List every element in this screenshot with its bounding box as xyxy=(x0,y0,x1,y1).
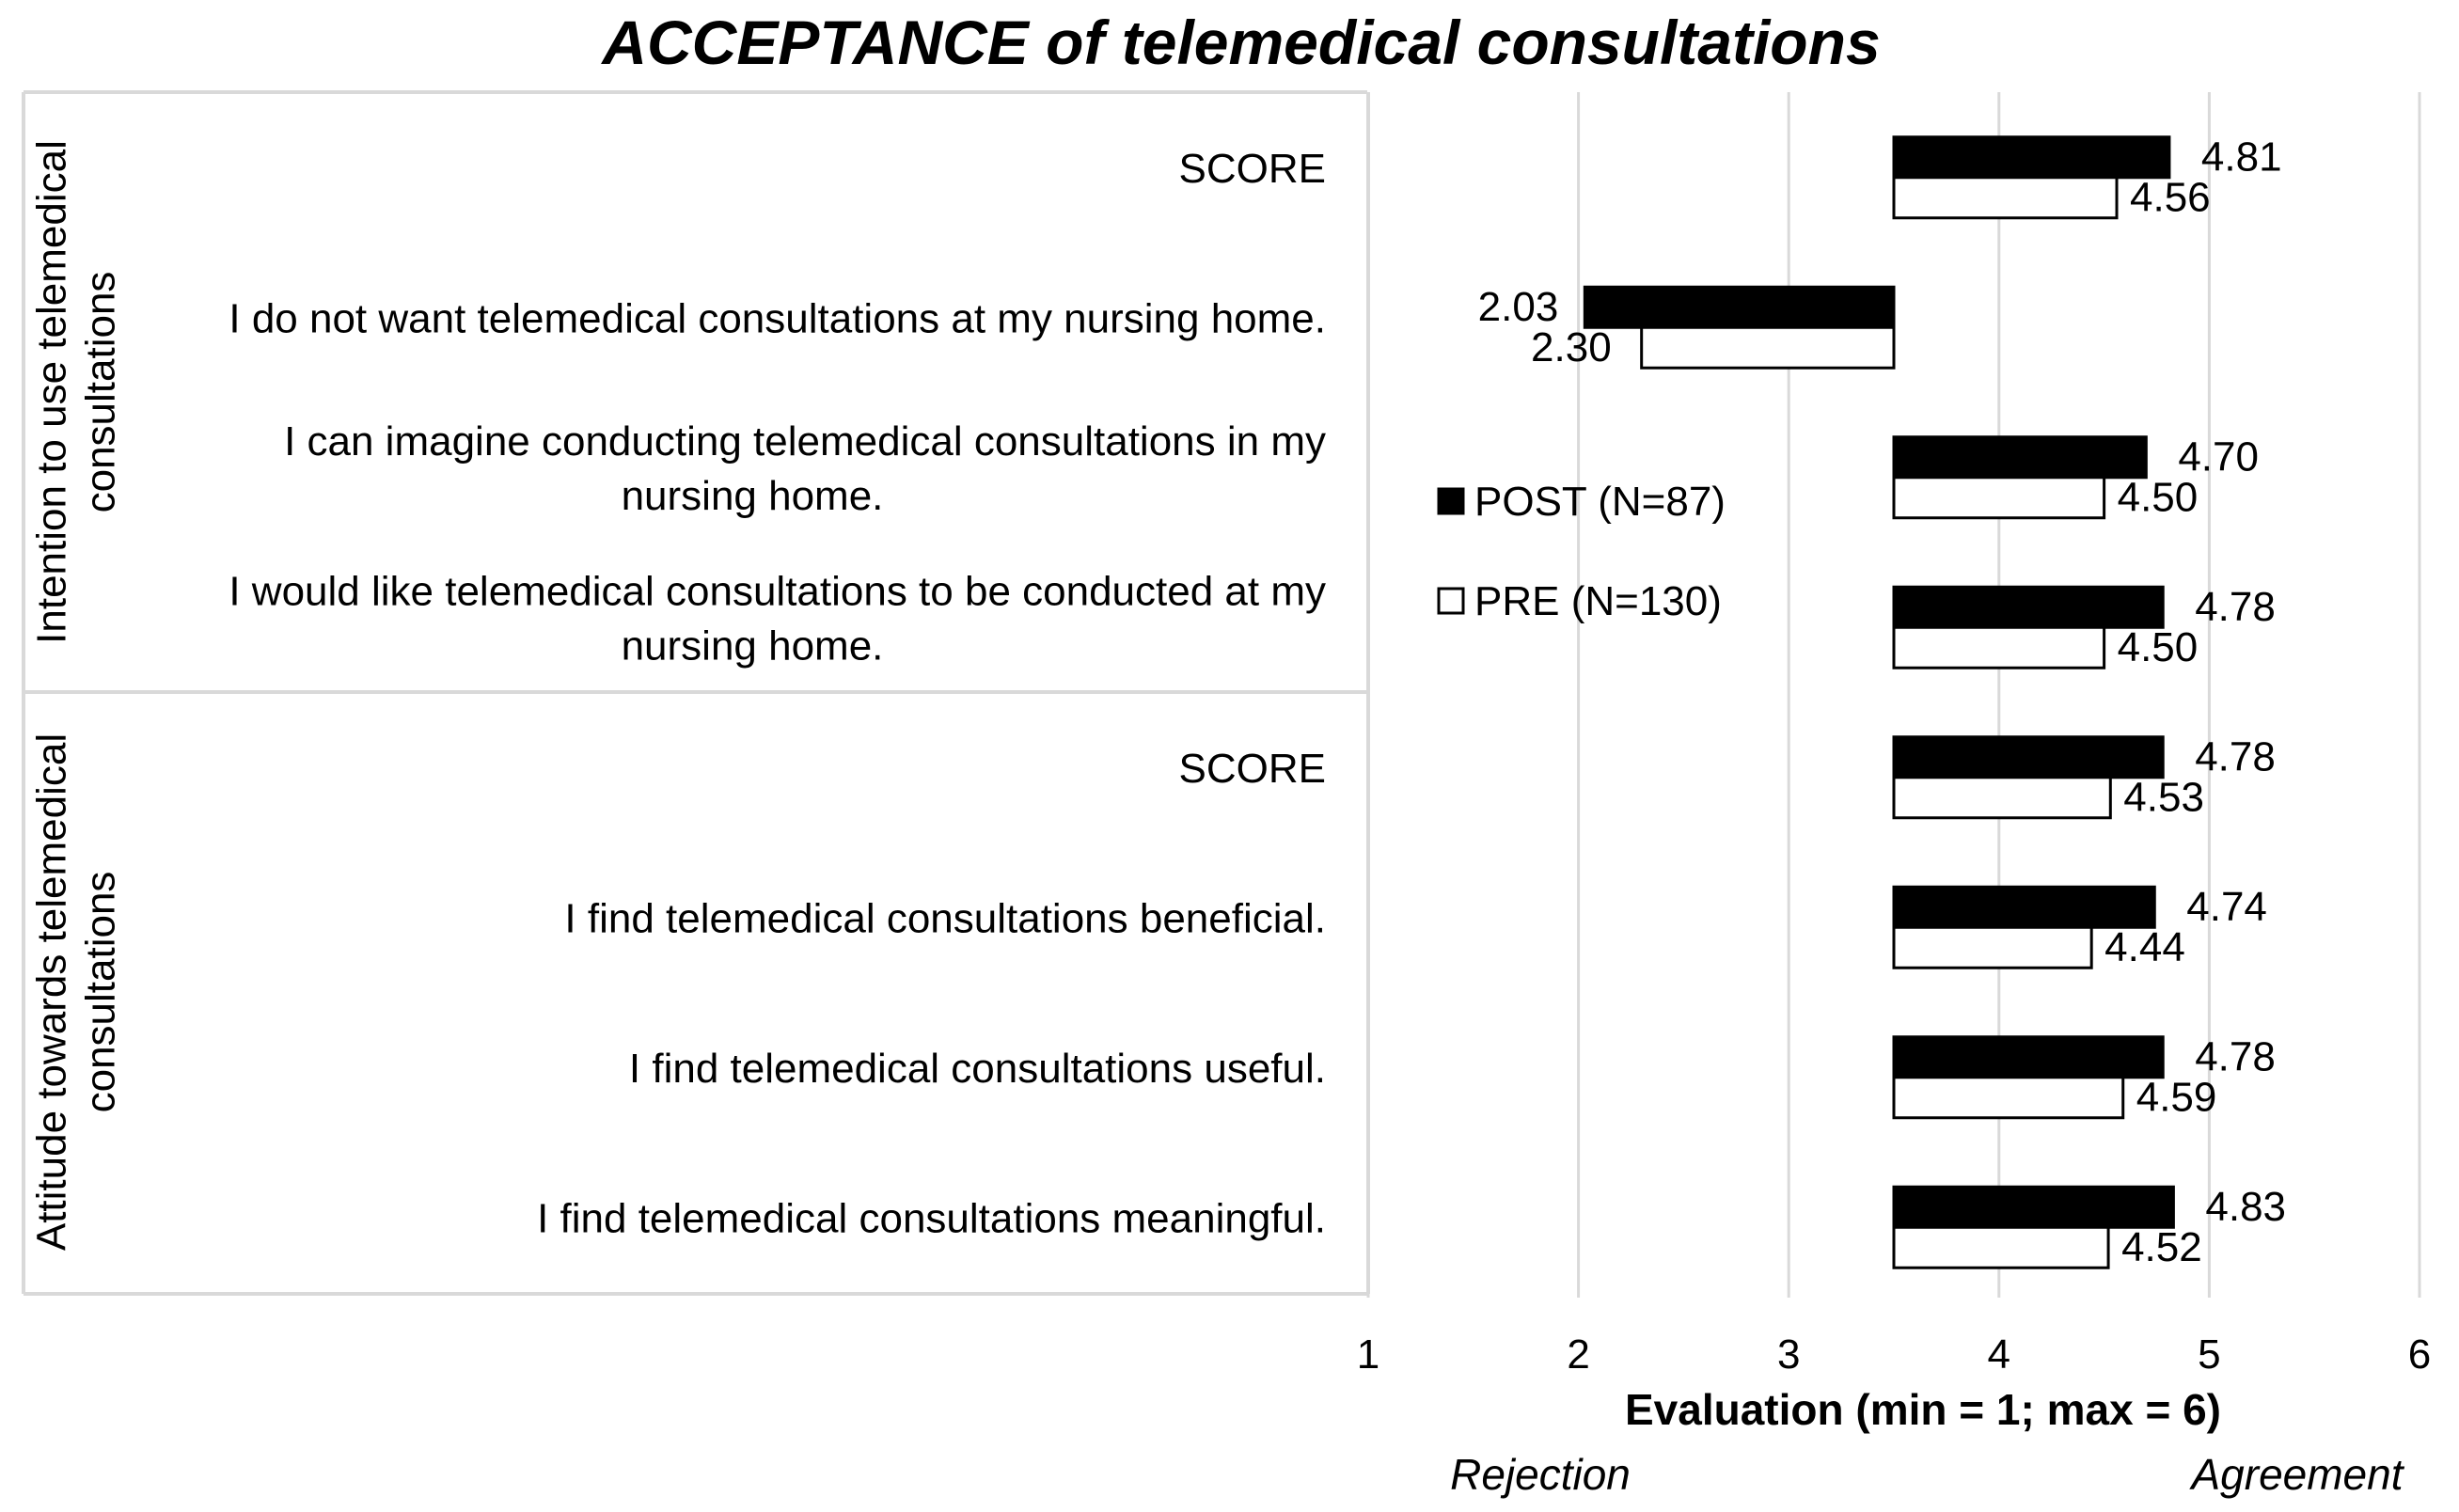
value-label: 4.50 xyxy=(2117,474,2199,521)
legend xyxy=(1439,479,1726,624)
value-label: 4.44 xyxy=(2104,923,2185,970)
post-bar xyxy=(1894,587,2163,627)
value-label: 4.78 xyxy=(2195,1033,2276,1080)
category-label: I would like telemedical consultations to be conducted at my xyxy=(229,568,1326,615)
bars xyxy=(1584,137,2173,1268)
value-label: 4.74 xyxy=(2186,883,2267,930)
group-label: Intention to use telemedical xyxy=(28,140,75,644)
x-tick-label: 3 xyxy=(1776,1331,1801,1378)
post-bar xyxy=(1894,1187,2173,1227)
post-bar xyxy=(1894,437,2146,478)
pre-bar xyxy=(1894,178,2117,218)
post-bar xyxy=(1894,887,2154,927)
value-label: 4.78 xyxy=(2195,583,2276,630)
chart-title: ACCEPTANCE of telemedical consultations xyxy=(602,8,1881,77)
post-bar xyxy=(1584,287,1894,327)
axis-end-label-agreement: Agreement xyxy=(2191,1450,2404,1499)
value-label: 2.30 xyxy=(1531,323,1612,370)
group-label: consultations xyxy=(77,271,124,513)
category-label: I do not want telemedical consultations at my nursing home. xyxy=(229,295,1326,342)
value-label: 4.70 xyxy=(2178,433,2259,480)
post-bar xyxy=(1894,1037,2163,1078)
pre-bar xyxy=(1894,627,2104,668)
pre-bar xyxy=(1894,1227,2108,1268)
value-label: 2.03 xyxy=(1477,283,1559,330)
value-label: 4.78 xyxy=(2195,733,2276,780)
value-label: 4.83 xyxy=(2205,1183,2287,1230)
category-label: I can imagine conducting telemedical consultations in my xyxy=(284,417,1326,465)
category-label: I find telemedical consultations meaningful. xyxy=(537,1195,1326,1242)
x-tick-label: 5 xyxy=(2198,1331,2221,1378)
category-label: SCORE xyxy=(1178,145,1326,192)
legend-swatch-pre xyxy=(1439,589,1463,613)
x-tick-labels xyxy=(1357,1331,2431,1378)
category-label: I find telemedical consultations beneficial. xyxy=(564,895,1326,942)
category-label: I find telemedical consultations useful. xyxy=(628,1045,1326,1092)
post-bar xyxy=(1894,137,2169,178)
value-label: 4.53 xyxy=(2123,774,2204,821)
group-label: consultations xyxy=(77,871,124,1113)
value-label: 4.52 xyxy=(2121,1223,2202,1270)
value-label: 4.59 xyxy=(2136,1074,2217,1121)
x-tick-label: 6 xyxy=(2407,1331,2432,1378)
pre-bar xyxy=(1894,1078,2123,1118)
axis-end-label-rejection: Rejection xyxy=(1450,1450,1631,1499)
legend-label: PRE (N=130) xyxy=(1474,578,1722,624)
x-tick-label: 4 xyxy=(1987,1331,2011,1378)
pre-bar xyxy=(1894,927,2091,968)
x-axis-label: Evaluation (min = 1; max = 6) xyxy=(1625,1385,2221,1434)
value-label: 4.50 xyxy=(2117,623,2199,670)
pre-bar xyxy=(1642,327,1894,368)
pre-bar xyxy=(1894,778,2110,818)
category-label: nursing home. xyxy=(621,472,884,519)
value-label: 4.81 xyxy=(2200,134,2282,181)
pre-bar xyxy=(1894,478,2104,518)
legend-label: POST (N=87) xyxy=(1474,479,1726,525)
category-label: SCORE xyxy=(1178,745,1326,792)
group-label: Attitude towards telemedical xyxy=(28,732,75,1252)
legend-swatch-post xyxy=(1439,489,1463,513)
category-label: nursing home. xyxy=(621,622,884,669)
post-bar xyxy=(1894,737,2163,778)
x-tick-label: 1 xyxy=(1356,1331,1380,1378)
x-tick-label: 2 xyxy=(1567,1331,1590,1378)
value-label: 4.56 xyxy=(2130,174,2211,221)
